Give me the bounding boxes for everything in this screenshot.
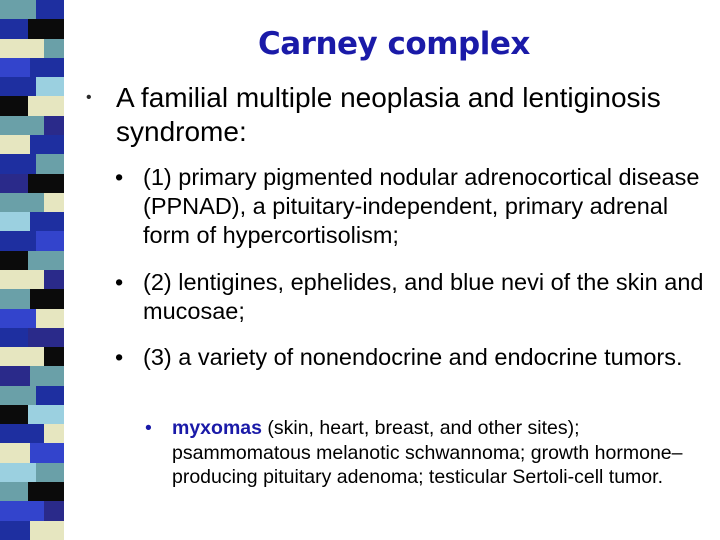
stripe-block bbox=[0, 135, 64, 154]
stripe-block bbox=[0, 521, 64, 540]
stripe-block bbox=[0, 443, 64, 462]
stripe-block bbox=[0, 0, 64, 19]
bullet-level3-text bbox=[172, 416, 712, 490]
stripe-block bbox=[0, 482, 64, 501]
stripe-block bbox=[0, 347, 64, 366]
stripe-block bbox=[0, 231, 64, 250]
stripe-block bbox=[0, 96, 64, 115]
bullet-level2-icon: • bbox=[115, 164, 124, 190]
bullet-level2-icon: • bbox=[115, 269, 124, 295]
stripe-block bbox=[0, 366, 64, 385]
stripe-block bbox=[0, 58, 64, 77]
stripe-block bbox=[0, 174, 64, 193]
stripe-block bbox=[0, 463, 64, 482]
stripe-block bbox=[0, 501, 64, 520]
bullet-level3-icon: • bbox=[145, 417, 152, 439]
stripe-block bbox=[0, 424, 64, 443]
bullet-level1-icon: • bbox=[86, 89, 92, 106]
stripe-block bbox=[0, 251, 64, 270]
stripe-block bbox=[0, 19, 64, 38]
stripe-block bbox=[0, 116, 64, 135]
bullet-level2-text: (2) lentigines, ephelides, and blue nevi of the skin and mucosae; bbox=[143, 269, 704, 324]
bullet-level3-rest: (skin, heart, breast, and other sites); psammomatous melanotic schwannoma; growth hormone–producing pituitary adenoma; testicular Sertoli-cell tumor. bbox=[172, 417, 683, 488]
stripe-block bbox=[0, 77, 64, 96]
slide-title: Carney complex bbox=[258, 26, 530, 62]
stripe-block bbox=[0, 193, 64, 212]
bullet-level2-icon: • bbox=[115, 344, 124, 370]
bullet-level1-text: A familial multiple neoplasia and lentiginosis syndrome: bbox=[116, 82, 661, 147]
bullet-level2-text: (1) primary pigmented nodular adrenocortical disease (PPNAD), a pituitary-independent, primary adrenal form of hypercortisolism; bbox=[143, 164, 700, 248]
stripe-block bbox=[0, 154, 64, 173]
stripe-block bbox=[0, 328, 64, 347]
stripe-block bbox=[0, 386, 64, 405]
stripe-block bbox=[0, 289, 64, 308]
stripe-block bbox=[0, 270, 64, 289]
bullet-level2-text: (3) a variety of nonendocrine and endocrine tumors. bbox=[143, 344, 683, 370]
highlight-term: myxomas bbox=[172, 417, 262, 439]
stripe-block bbox=[0, 212, 64, 231]
stripe-block bbox=[0, 405, 64, 424]
decorative-stripe-bar bbox=[0, 0, 64, 540]
stripe-block bbox=[0, 39, 64, 58]
stripe-block bbox=[0, 309, 64, 328]
